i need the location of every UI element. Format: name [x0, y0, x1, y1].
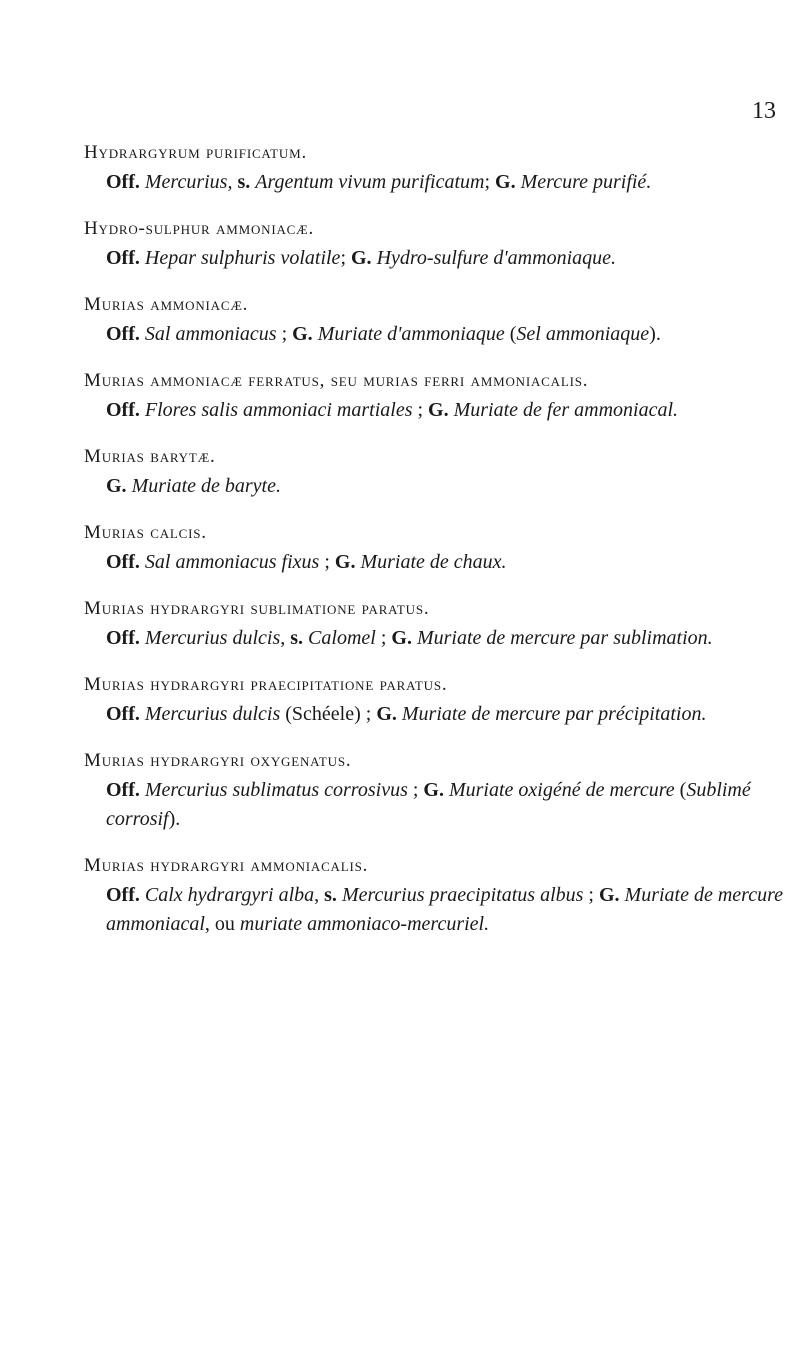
text-run: G.: [376, 703, 402, 725]
entry: [84, 853, 784, 939]
text-run: Mercurius praecipitatus albus: [341, 884, 584, 906]
text-run: muriate ammoniaco-mercuriel.: [239, 913, 490, 935]
entry: [84, 368, 784, 425]
text-run: G.: [334, 551, 361, 573]
text-run: s.: [290, 627, 309, 649]
text-run: Sel ammoniaque: [516, 323, 650, 345]
text-run: G.: [423, 779, 449, 801]
text-run: ;: [375, 627, 392, 649]
text-run: Flores salis ammoniaci martiales: [144, 399, 413, 421]
text-run: Muriate de baryte.: [131, 475, 281, 497]
text-run: Muriate de fer ammoniacal.: [453, 399, 679, 421]
text-run: (: [674, 779, 687, 801]
entry-title: Murias calcis.: [84, 522, 207, 543]
text-run: Mercurius dulcis: [144, 627, 281, 649]
entry-body: [84, 700, 784, 729]
entry-body: [84, 396, 784, 425]
text-run: Muriate de mercure ammoniacal: [106, 884, 783, 935]
text-run: Off.: [106, 779, 145, 801]
text-run: (Schéele) ;: [280, 703, 377, 725]
text-run: Muriate d'ammoniaque: [317, 323, 505, 345]
entry-body: [84, 320, 784, 349]
entry-list: [84, 140, 784, 958]
text-run: ).: [649, 323, 661, 345]
entry-title: Hydrargyrum purificatum.: [84, 142, 308, 163]
text-run: s.: [324, 884, 342, 906]
text-run: (: [504, 323, 517, 345]
text-run: Off.: [106, 627, 145, 649]
text-run: G.: [391, 627, 417, 649]
text-run: Mercurius,: [144, 171, 238, 193]
text-run: Sublimé corrosif: [106, 779, 751, 830]
text-run: G.: [495, 171, 521, 193]
entry-title: Murias barytæ.: [84, 446, 216, 467]
entry-body: [84, 548, 784, 577]
text-run: Mercure purifié.: [520, 171, 652, 193]
text-run: G.: [351, 247, 377, 269]
text-run: G.: [292, 323, 318, 345]
text-run: ;: [407, 779, 424, 801]
text-run: Sal ammoniacus fixus: [144, 551, 320, 573]
entry: [84, 596, 784, 653]
text-run: G.: [428, 399, 454, 421]
text-run: Argentum vivum purificatum: [255, 171, 485, 193]
text-run: ;: [484, 171, 496, 193]
text-run: Muriate de mercure par précipitation.: [401, 703, 707, 725]
entry-body: [84, 881, 784, 939]
entry-title: Murias hydrargyri ammoniacalis.: [84, 855, 369, 876]
entry: [84, 292, 784, 349]
text-run: Hepar sulphuris volatile: [144, 247, 341, 269]
entry-title: Murias hydrargyri praecipitatione paratus.: [84, 674, 448, 695]
entry-body: [84, 244, 784, 273]
text-run: ;: [276, 323, 293, 345]
text-run: Hydro-sulfure d'ammoniaque.: [376, 247, 616, 269]
text-run: Off.: [106, 323, 145, 345]
entry-title: Murias ammoniacæ ferratus, seu murias ferri ammoniacalis.: [84, 370, 589, 391]
text-run: Mercurius dulcis: [144, 703, 281, 725]
text-run: Sal ammoniacus: [144, 323, 277, 345]
text-run: Calomel: [308, 627, 376, 649]
entry-body: [84, 776, 784, 834]
entry-body: [84, 168, 784, 197]
entry: [84, 672, 784, 729]
entry: [84, 748, 784, 834]
text-run: s.: [237, 171, 256, 193]
text-run: Muriate de mercure par sublimation.: [416, 627, 713, 649]
entry: [84, 520, 784, 577]
text-run: Muriate oxigéné de mercure: [448, 779, 675, 801]
entry: [84, 444, 784, 501]
text-run: Off.: [106, 171, 145, 193]
text-run: ;: [319, 551, 335, 573]
text-run: , ou: [204, 913, 240, 935]
text-run: G.: [106, 475, 132, 497]
text-run: Off.: [106, 884, 145, 906]
text-run: Off.: [106, 703, 145, 725]
entry: [84, 216, 784, 273]
entry-body: [84, 472, 784, 501]
text-run: ;: [340, 247, 351, 269]
text-run: ).: [168, 808, 181, 830]
entry-title: Hydro-sulphur ammoniacæ.: [84, 218, 315, 239]
text-run: Off.: [106, 399, 145, 421]
text-run: ,: [314, 884, 325, 906]
text-run: ;: [412, 399, 429, 421]
page-number: 13: [752, 98, 776, 124]
entry-title: Murias hydrargyri sublimatione paratus.: [84, 598, 430, 619]
entry-title: Murias ammoniacæ.: [84, 294, 249, 315]
text-run: Off.: [106, 551, 145, 573]
entry-title: Murias hydrargyri oxygenatus.: [84, 750, 352, 771]
text-run: G.: [598, 884, 625, 906]
text-run: Mercurius sublimatus corrosivus: [144, 779, 408, 801]
text-run: ;: [583, 884, 599, 906]
entry: [84, 140, 784, 197]
text-run: Calx hydrargyri alba: [144, 884, 315, 906]
text-run: Muriate de chaux.: [360, 551, 507, 573]
entry-body: [84, 624, 784, 653]
text-run: Off.: [106, 247, 145, 269]
text-run: ,: [280, 627, 291, 649]
